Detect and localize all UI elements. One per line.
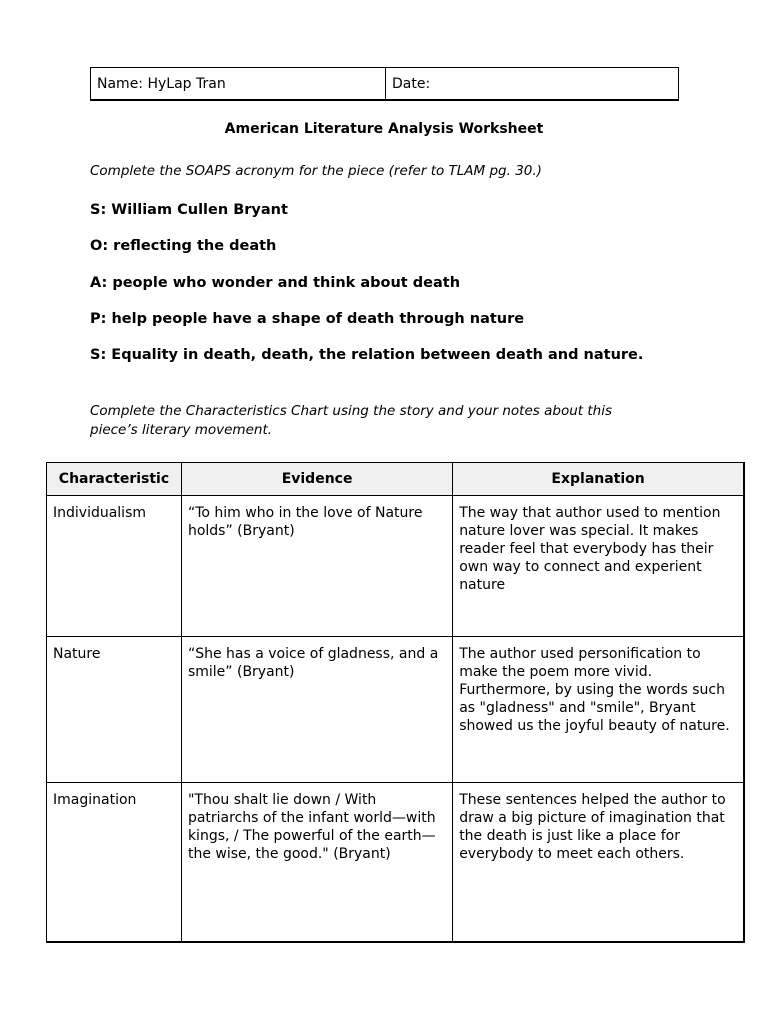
soaps-purpose: P: help people have a shape of death through nature (90, 310, 525, 327)
soaps-speaker: S: William Cullen Bryant (90, 202, 288, 218)
table-row (47, 637, 745, 783)
soaps-instruction: Complete the SOAPS acronym for the piece (refer to TLAM pg. 30.) (90, 163, 542, 179)
evidence-cell: “She has a voice of gladness, and a smile” (Bryant) (181, 637, 452, 783)
date-field: Date: (386, 68, 679, 101)
explanation-cell: These sentences helped the author to draw a big picture of imagination that the death is just like a place for everybody to meet each others. (453, 783, 744, 943)
header-evidence: Evidence (181, 463, 452, 496)
soaps-subject: S: Equality in death, death, the relation between death and nature. (90, 347, 644, 364)
chart-header-row (47, 463, 745, 496)
chart-instruction-line-1: Complete the Characteristics Chart using the story and your notes about this (90, 403, 612, 419)
chart-instruction-line-2: piece’s literary movement. (90, 422, 273, 438)
characteristic-cell: Imagination (47, 783, 182, 943)
header-row (91, 68, 679, 101)
explanation-cell: The way that author used to mention nature lover was special. It makes reader feel that everybody has their own way to connect and experient nature (453, 496, 744, 637)
soaps-occasion: O: reflecting the death (90, 238, 277, 255)
header-characteristic: Characteristic (47, 463, 182, 496)
soaps-list (90, 201, 730, 382)
worksheet-title: American Literature Analysis Worksheet (224, 121, 544, 137)
characteristic-cell: Nature (47, 637, 182, 783)
soaps-audience: A: people who wonder and think about death (90, 274, 461, 291)
table-row (47, 496, 745, 637)
explanation-cell: The author used personification to make the poem more vivid. Furthermore, by using the words such as "gladness" and "smile", Bryant showed us the joyful beauty of nature. (453, 637, 744, 783)
evidence-cell: "Thou shalt lie down / With patriarchs of the infant world—with kings, / The powerful of the earth—the wise, the good." (Bryant) (181, 783, 452, 943)
chart-instruction (90, 402, 650, 440)
evidence-cell: “To him who in the love of Nature holds” (Bryant) (181, 496, 452, 637)
name-field: Name: HyLap Tran (91, 68, 386, 101)
header-table (90, 67, 679, 101)
characteristics-chart (46, 462, 745, 943)
table-row (47, 783, 745, 943)
header-explanation: Explanation (453, 463, 744, 496)
characteristic-cell: Individualism (47, 496, 182, 637)
